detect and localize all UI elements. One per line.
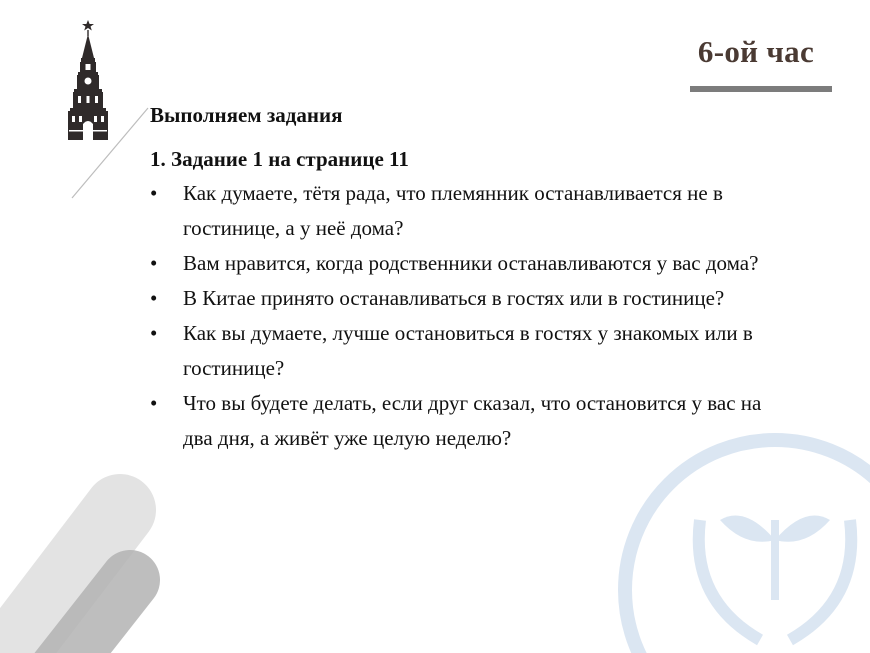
question-list bbox=[150, 176, 790, 456]
list-item bbox=[150, 316, 790, 386]
bullet-icon: • bbox=[150, 251, 158, 275]
list-item-text: Как вы думаете, лучше остановиться в гостях у знакомых или в гостинице? bbox=[183, 321, 753, 380]
diagonal-stripes bbox=[0, 510, 130, 653]
title-underline bbox=[690, 86, 832, 92]
kremlin-tower-logo-icon bbox=[64, 20, 112, 140]
list-item bbox=[150, 176, 790, 246]
list-item-text: В Китае принято останавливаться в гостях или в гостинице? bbox=[183, 286, 725, 310]
bullet-icon: • bbox=[150, 391, 158, 415]
slide-content bbox=[150, 100, 790, 456]
list-item bbox=[150, 281, 790, 316]
hands-sprout-watermark-icon bbox=[625, 440, 870, 653]
section-heading: Выполняем задания bbox=[150, 103, 343, 127]
bullet-icon: • bbox=[150, 181, 158, 205]
list-item-text: Что вы будете делать, если друг сказал, что остановится у вас на два дня, а живёт уже целую неделю? bbox=[183, 391, 762, 450]
task-heading: 1. Задание 1 на странице 11 bbox=[150, 147, 409, 171]
list-item-text: Вам нравится, когда родственники останавливаются у вас дома? bbox=[183, 251, 759, 275]
list-item-text: Как думаете, тётя рада, что племянник останавливается не в гостинице, а у неё дома? bbox=[183, 181, 723, 240]
bullet-icon: • bbox=[150, 286, 158, 310]
slide-title: 6-ой час bbox=[697, 34, 814, 69]
bullet-icon: • bbox=[150, 321, 158, 345]
list-item bbox=[150, 386, 790, 456]
list-item bbox=[150, 246, 790, 281]
